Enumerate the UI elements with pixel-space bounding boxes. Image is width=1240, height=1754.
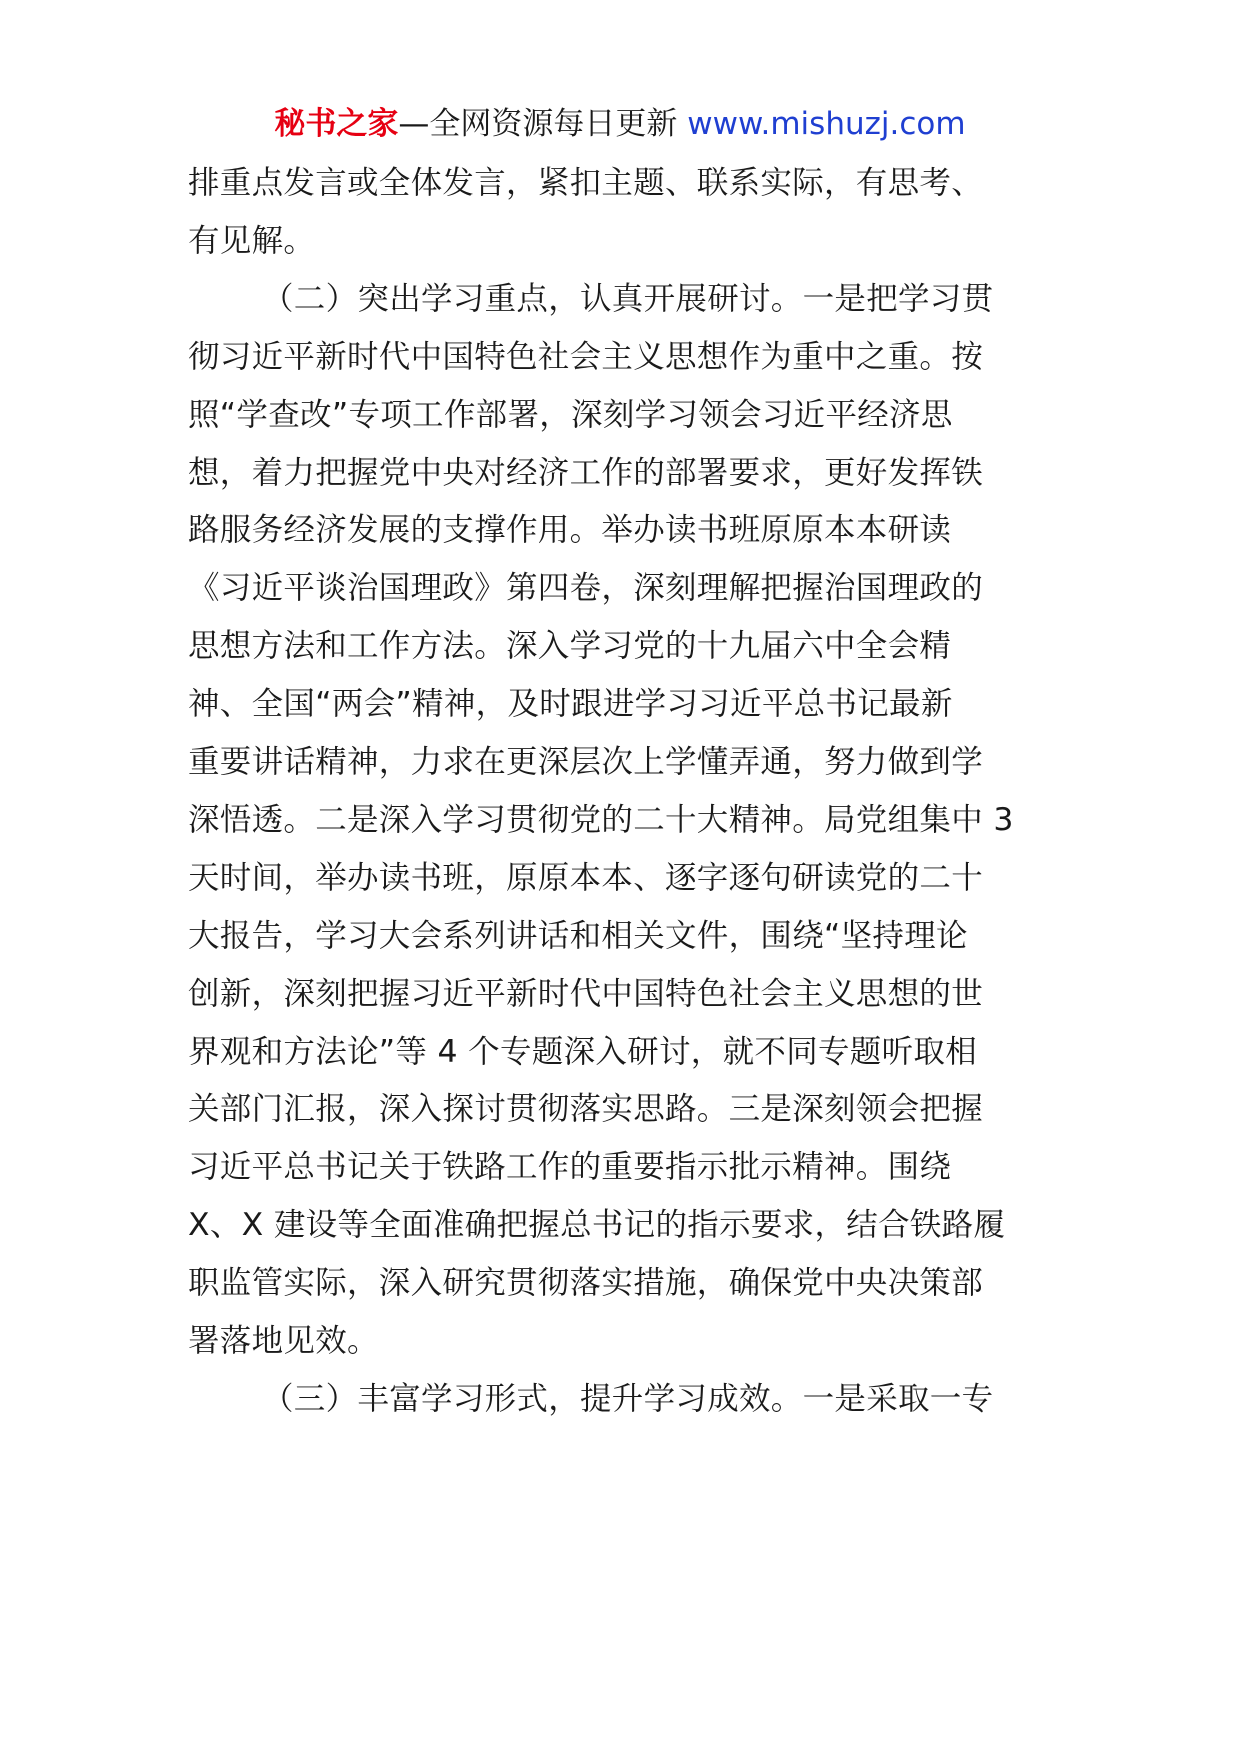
text-line: 神、全国“两会”精神，及时跟进学习习近平总书记最新	[188, 686, 953, 723]
text-line: 深悟透。二是深入学习贯彻党的二十大精神。局党组集中 3	[188, 801, 1014, 838]
text-line: 创新，深刻把握习近平新时代中国特色社会主义思想的世	[188, 975, 984, 1012]
text-line: 排重点发言或全体发言，紧扣主题、联系实际，有思考、	[188, 165, 984, 201]
header-slogan: —全网资源每日更新	[398, 106, 688, 142]
brand-name: 秘书之家	[274, 106, 399, 142]
text-line: 天时间，举办读书班，原原本本、逐字逐句研读党的二十	[188, 859, 984, 896]
text-line: 想，着力把握党中央对经济工作的部署要求，更好发挥铁	[188, 454, 984, 491]
text-line: 界观和方法论”等 4 个专题深入研讨，就不同专题听取相	[188, 1033, 977, 1070]
text-line: （三）丰富学习形式，提升学习成效。一是采取一专	[262, 1380, 994, 1417]
text-line: 彻习近平新时代中国特色社会主义思想作为重中之重。按	[188, 338, 984, 375]
text-line: 关部门汇报，深入探讨贯彻落实思路。三是深刻领会把握	[188, 1091, 984, 1128]
site-header	[0, 104, 1240, 144]
text-line: 习近平总书记关于铁路工作的重要指示批示精神。围绕	[188, 1149, 952, 1186]
text-line: 路服务经济发展的支撑作用。举办读书班原原本本研读	[188, 512, 952, 549]
text-line: 照“学查改”专项工作部署，深刻学习领会习近平经济思	[188, 396, 953, 433]
text-line: 《习近平谈治国理政》第四卷，深刻理解把握治国理政的	[188, 570, 984, 607]
text-line: 思想方法和工作方法。深入学习党的十九届六中全会精	[188, 628, 952, 665]
text-line: 有见解。	[188, 222, 316, 259]
document-body	[0, 163, 1240, 1723]
text-line: （二）突出学习重点，认真开展研讨。一是把学习贯	[262, 280, 994, 317]
text-line: 重要讲话精神，力求在更深层次上学懂弄通，努力做到学	[188, 744, 984, 780]
site-url-link[interactable]: www.mishuzj.com	[687, 106, 966, 142]
text-line: X、X 建设等全面准确把握总书记的指示要求，结合铁路履	[188, 1207, 1006, 1244]
text-line: 职监管实际，深入研究贯彻落实措施，确保党中央决策部	[188, 1265, 984, 1302]
text-line: 署落地见效。	[188, 1323, 379, 1359]
text-line: 大报告，学习大会系列讲话和相关文件，围绕“坚持理论	[188, 917, 968, 954]
